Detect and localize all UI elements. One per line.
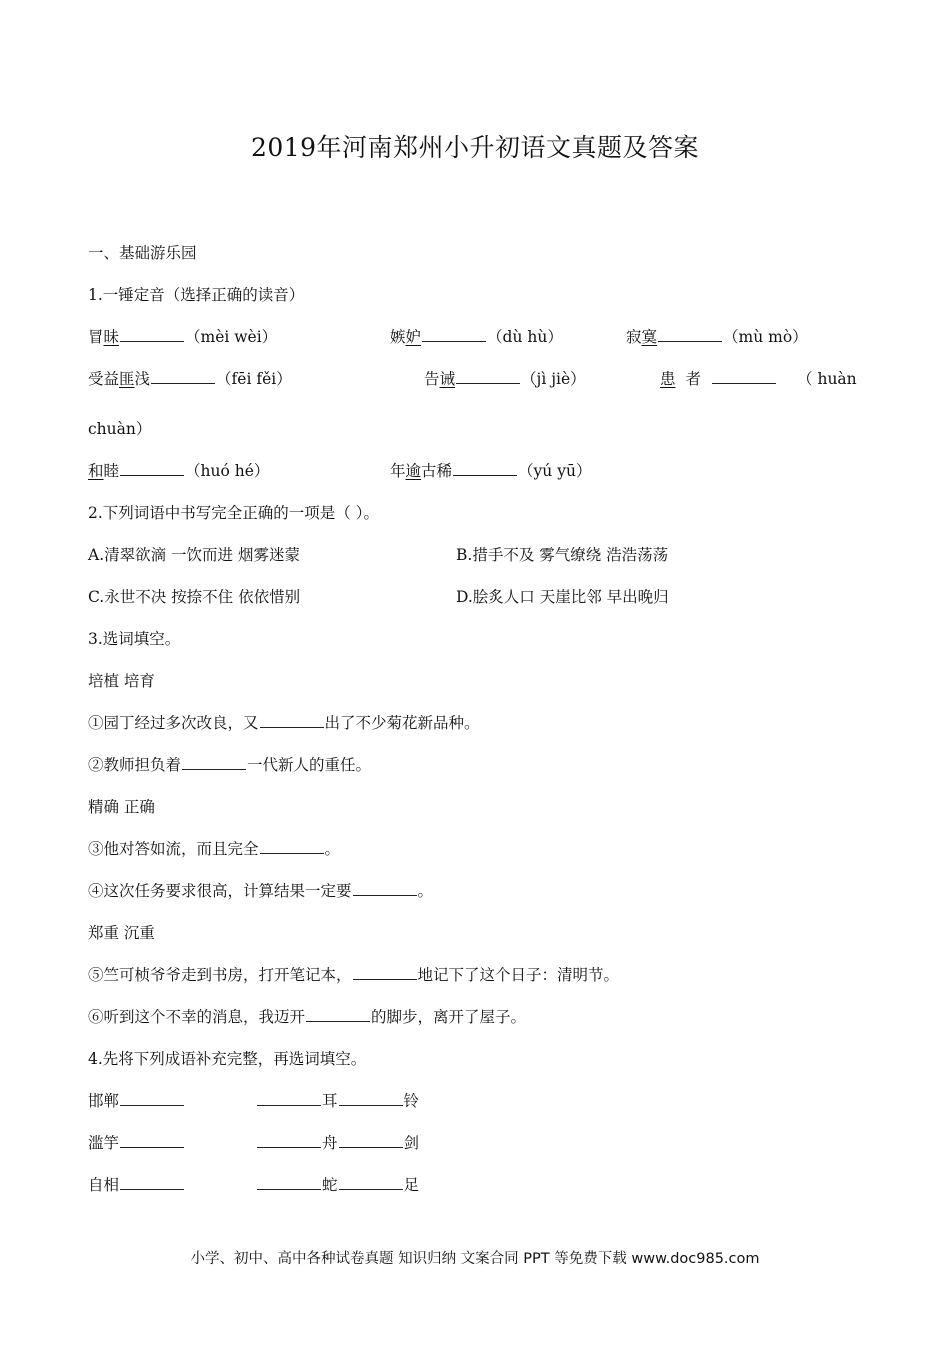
- sentence-text: 地记下了这个日子：清明节。: [417, 966, 620, 984]
- idiom-zixiang: [88, 1174, 185, 1196]
- sentence-text: 的脚步，离开了屋子。: [371, 1008, 527, 1026]
- idiom-text: 蛇: [322, 1176, 338, 1194]
- q1-item-yuguxi: [390, 460, 591, 482]
- q1-item-feiqian: [88, 368, 292, 390]
- answer-blank[interactable]: [257, 1174, 321, 1190]
- page-footer: 小学、初中、高中各种试卷真题 知识归纳 文案合同 PPT 等免费下载 www.doc985.com: [190, 1251, 760, 1267]
- sentence-6: [88, 1006, 526, 1028]
- word-text: 受益: [88, 370, 120, 388]
- q1-item-maomei: [88, 326, 277, 348]
- sentence-5: [88, 964, 619, 986]
- idiom-handan: [88, 1090, 185, 1112]
- answer-blank[interactable]: [712, 368, 776, 384]
- answer-blank[interactable]: [453, 460, 517, 476]
- idiom-text: 耳: [322, 1092, 338, 1110]
- word-text: 冒: [88, 328, 104, 346]
- pinyin-options: （mù mò）: [723, 328, 808, 346]
- answer-blank[interactable]: [260, 838, 324, 854]
- word-text: 年: [390, 462, 406, 480]
- answer-blank[interactable]: [260, 712, 324, 728]
- answer-blank[interactable]: [151, 368, 215, 384]
- answer-blank[interactable]: [422, 326, 486, 342]
- idiom-text: 铃: [403, 1092, 420, 1110]
- q1-item-jidu: [390, 326, 563, 348]
- word-pair: 精确 正确: [88, 798, 155, 816]
- word-text: 嫉: [390, 328, 406, 346]
- sentence-text: ⑤竺可桢爷爷走到书房，打开笔记本，: [88, 966, 352, 984]
- underlined-char: 匪: [119, 370, 135, 388]
- sentence-text: 。: [324, 840, 341, 858]
- word-pair: 培植 培育: [88, 672, 155, 690]
- pinyin-continuation: chuàn）: [88, 420, 152, 438]
- pinyin-options: （mèi wèi）: [185, 328, 278, 346]
- idiom-shezu: [256, 1174, 419, 1196]
- answer-blank[interactable]: [339, 1132, 403, 1148]
- pinyin-options: （jì jiè）: [521, 370, 586, 388]
- underlined-char: 诫: [439, 370, 456, 388]
- pinyin-options: （fēi fěi）: [216, 370, 292, 388]
- answer-blank[interactable]: [339, 1174, 403, 1190]
- q1-item-huanzhe: [660, 368, 857, 390]
- answer-blank[interactable]: [120, 326, 184, 342]
- answer-blank[interactable]: [339, 1090, 403, 1106]
- idiom-text: 邯郸: [88, 1092, 120, 1110]
- option-c[interactable]: C.永世不决 按捺不住 依依惜别: [88, 588, 301, 606]
- idiom-zhoujian: [256, 1132, 419, 1154]
- idiom-text: 剑: [403, 1134, 420, 1152]
- sentence-text: 。: [417, 882, 434, 900]
- answer-blank[interactable]: [120, 1132, 184, 1148]
- answer-blank[interactable]: [120, 1090, 184, 1106]
- sentence-text: ①园丁经过多次改良，又: [88, 714, 259, 732]
- word-text: 古稀: [421, 462, 453, 480]
- question-3-prompt: 3.选词填空。: [88, 630, 181, 648]
- idiom-text: 滥竽: [88, 1134, 120, 1152]
- pinyin-options: （yú yū）: [518, 462, 592, 480]
- underlined-char: 昧: [103, 328, 120, 346]
- answer-blank[interactable]: [353, 880, 417, 896]
- idiom-lanyu: [88, 1132, 185, 1154]
- answer-blank[interactable]: [120, 1174, 184, 1190]
- question-2-prompt: 2.下列词语中书写完全正确的一项是（ ）。: [88, 504, 379, 522]
- answer-blank[interactable]: [353, 964, 417, 980]
- sentence-2: [88, 754, 371, 776]
- idiom-text: 舟: [322, 1134, 338, 1152]
- word-text: 告: [424, 370, 440, 388]
- answer-blank[interactable]: [257, 1090, 321, 1106]
- question-4-prompt: 4.先将下列成语补充完整，再选词填空。: [88, 1050, 367, 1068]
- page-title: 2019年河南郑州小升初语文真题及答案: [250, 133, 700, 162]
- sentence-text: ②教师担负着: [88, 756, 182, 774]
- option-a[interactable]: A.清翠欲滴 一饮而进 烟雾迷蒙: [88, 546, 300, 564]
- option-d[interactable]: D.脍炙人口 天崖比邻 早出晚归: [456, 588, 669, 606]
- answer-blank[interactable]: [658, 326, 722, 342]
- underlined-char: 患: [660, 370, 676, 388]
- answer-blank[interactable]: [306, 1006, 370, 1022]
- q1-item-hemu: [88, 460, 269, 482]
- sentence-text: ③他对答如流，而且完全: [88, 840, 259, 858]
- section-heading: 一、基础游乐园: [88, 244, 197, 262]
- question-1-prompt: 1.一锤定音（选择正确的读音）: [88, 286, 305, 304]
- pinyin-options: （dù hù）: [487, 328, 563, 346]
- answer-blank[interactable]: [456, 368, 520, 384]
- word-text: 睦: [103, 462, 120, 480]
- q1-item-gaojie: [424, 368, 586, 390]
- option-b[interactable]: B.措手不及 雾气缭绕 浩浩荡荡: [456, 546, 669, 564]
- answer-blank[interactable]: [257, 1132, 321, 1148]
- underlined-char: 逾: [405, 462, 422, 480]
- sentence-text: 一代新人的重任。: [247, 756, 372, 774]
- sentence-3: [88, 838, 340, 860]
- sentence-4: [88, 880, 433, 902]
- underlined-char: 和: [88, 462, 104, 480]
- answer-blank[interactable]: [120, 460, 184, 476]
- word-pair: 郑重 沉重: [88, 924, 155, 942]
- sentence-text: ④这次任务要求很高，计算结果一定要: [88, 882, 352, 900]
- word-text: 者: [685, 370, 702, 388]
- underlined-char: 妒: [405, 328, 422, 346]
- word-text: 寂: [626, 328, 642, 346]
- pinyin-options: （huó hé）: [185, 462, 270, 480]
- sentence-text: ⑥听到这个不幸的消息，我迈开: [88, 1008, 306, 1026]
- sentence-1: [88, 712, 480, 734]
- idiom-erling: [256, 1090, 419, 1112]
- word-text: 浅: [134, 370, 151, 388]
- idiom-text: 足: [403, 1176, 420, 1194]
- q1-item-jimo: [626, 326, 808, 348]
- answer-blank[interactable]: [182, 754, 246, 770]
- underlined-char: 寞: [641, 328, 658, 346]
- sentence-text: 出了不少菊花新品种。: [324, 714, 480, 732]
- idiom-text: 自相: [88, 1176, 120, 1194]
- pinyin-options: （ huàn: [797, 370, 857, 388]
